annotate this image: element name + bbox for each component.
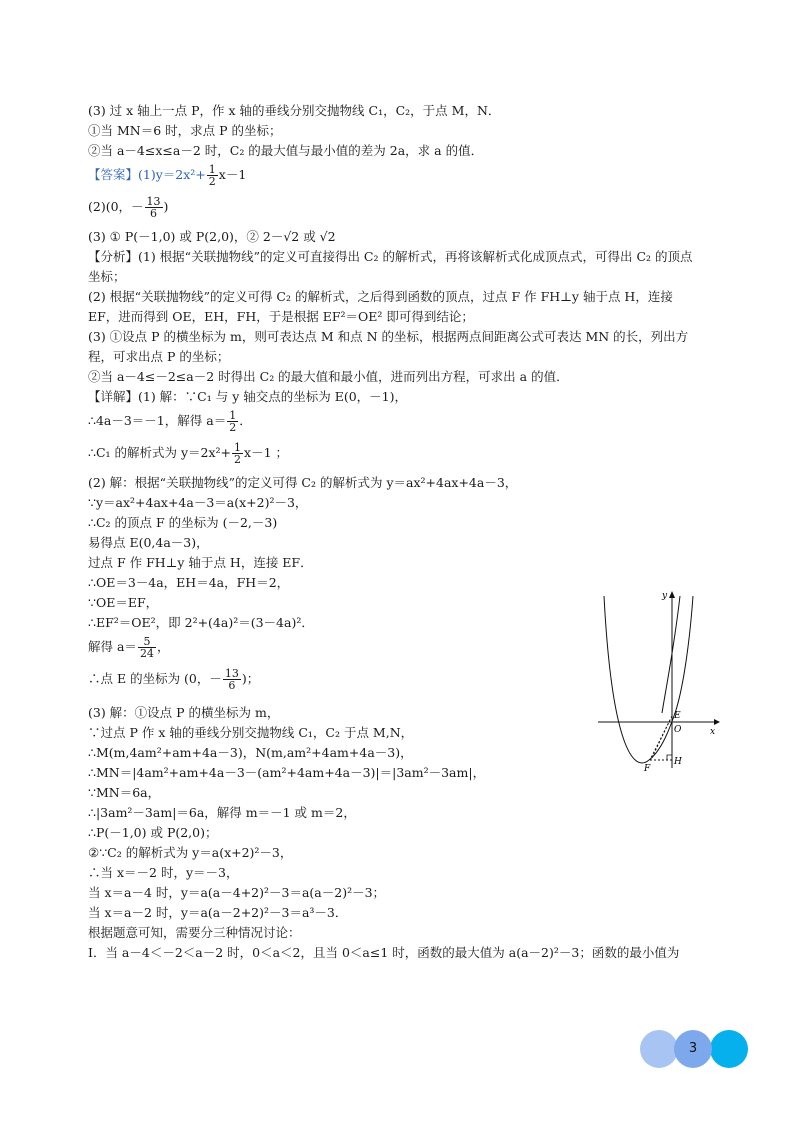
detail-2h: ∴EF²＝OE²，即 2²+(4a)²＝(3－4a)²． (88, 615, 314, 630)
detail-2j: ∴点 E 的坐标为 (0，－ $\frac{13}{6}$ )； (88, 667, 260, 692)
detail-2b: ∵y＝ax²+4ax+4a－3＝a(x+2)²－3， (88, 495, 308, 510)
detail-3f: ∴|3am²－3am|＝6a，解得 m＝－1 或 m＝2， (88, 805, 356, 820)
fraction: $\frac{13}{6}$ (224, 667, 239, 692)
detail-2e: 过点 F 作 FH⊥y 轴于点 H，连接 EF． (88, 555, 313, 570)
detail-1c: ∴C₁ 的解析式为 y＝2x²+ $\frac{1}{2}$ x－1 ； (88, 441, 289, 466)
label-h: H (674, 757, 682, 767)
analysis-1b: 坐标； (88, 269, 126, 284)
x-axis-arrow (714, 719, 720, 725)
detail-3i: ∴当 x＝－2 时，y＝－3， (88, 865, 239, 880)
detail-3m: Ⅰ．当 a－4＜－2＜a－2 时，0＜a＜2，且当 0＜a≤1 时，函数的最大值为 a(a－2)²－3；函数的最小值为 (88, 945, 680, 960)
detail-2d: 易得点 E(0,4a－3)， (88, 535, 209, 550)
detail-3h: ②∵C₂ 的解析式为 y＝a(x+2)²－3， (88, 845, 293, 860)
label-o: O (674, 725, 682, 735)
question-part-3-2: ②当 a－4≤x≤a－2 时，C₂ 的最大值与最小值的差为 2a，求 a 的值． (88, 143, 484, 158)
detail-1: 【详解】(1) 解：∵C₁ 与 y 轴交点的坐标为 E(0，－1)， (88, 389, 407, 404)
detail-3k: 当 x＝a－2 时，y＝a(a－2+2)²－3＝a³－3． (88, 905, 348, 920)
right-angle-mark (667, 755, 672, 760)
analysis-3c: ②当 a－4≤－2≤a－2 时得出 C₂ 的最大值和最小值，进而列出方程，可求出 a 的值． (88, 369, 569, 384)
question-part-3: (3) 过 x 轴上一点 P，作 x 轴的垂线分别交抛物线 C₁，C₂，于点 M，N． (88, 103, 501, 118)
badge-circle-left (640, 1030, 678, 1068)
detail-3g: ∴P(－1,0) 或 P(2,0)； (88, 825, 218, 840)
analysis-3b: 程，可求出点 P 的坐标； (88, 349, 230, 364)
fraction: $\frac{5}{24}$ (139, 635, 154, 660)
detail-3c: ∴M(m,4am²+am+4a－3)，N(m,am²+4am+4a－3)， (88, 745, 413, 760)
detail-2: (2) 解：根据“关联抛物线”的定义可得 C₂ 的解析式为 y＝ax²+4ax+4a－3， (88, 475, 518, 490)
detail-3: (3) 解：①设点 P 的横坐标为 m， (88, 705, 280, 720)
detail-3d: ∴MN＝|4am²+am+4a－3－(am²+4am+4a－3)|＝|3am²－3am|， (88, 765, 486, 780)
detail-2g: ∵OE＝EF， (88, 595, 159, 610)
detail-3e: ∵MN＝6a， (88, 785, 161, 800)
question-part-3-1: ①当 MN＝6 时，求点 P 的坐标； (88, 123, 282, 138)
page-number-badge (640, 1030, 750, 1070)
fraction: $\frac{13}{6}$ (146, 195, 161, 220)
fraction: $\frac{1}{2}$ (229, 409, 237, 434)
fraction: $\frac{1}{2}$ (208, 163, 216, 188)
y-axis-arrow (669, 591, 675, 598)
parabola-c2 (604, 596, 693, 763)
detail-3l: 根据题意可知，需要分三种情况讨论： (88, 925, 301, 940)
detail-3j: 当 x＝a－4 时，y＝a(a－4+2)²－3＝a(a－2)²－3； (88, 885, 386, 900)
answer-3: (3) ① P(－1,0) 或 P(2,0)，② 2－√2 或 √2 (88, 229, 336, 244)
detail-3b: ∵过点 P 作 x 轴的垂线分别交抛物线 C₁，C₂ 于点 M,N， (88, 725, 414, 740)
label-y: y (662, 591, 668, 601)
detail-2f: ∴OE＝3－4a，EH＝4a，FH＝2， (88, 575, 290, 590)
parabola-figure (594, 588, 724, 773)
detail-2c: ∴C₂ 的顶点 F 的坐标为 (－2,－3) (88, 515, 278, 530)
analysis-1: 【分析】(1) 根据“关联抛物线”的定义可直接得出 C₂ 的解析式，再将该解析式化成顶点式，可得出 C₂ 的顶点 (88, 249, 693, 264)
page-number: 3 (688, 1041, 698, 1056)
badge-circle-right (710, 1030, 748, 1068)
detail-2i: 解得 a＝ $\frac{5}{24}$ ， (88, 635, 170, 660)
answer-text: 【答案】(1)y＝2x²+ (88, 167, 206, 182)
label-f: F (644, 764, 651, 773)
fraction: $\frac{1}{2}$ (234, 441, 242, 466)
label-x: x (710, 727, 716, 737)
label-e: E (674, 711, 681, 721)
analysis-2b: EF，进而得到 OE，EH，FH，于是根据 EF²＝OE² 即可得到结论； (88, 309, 474, 324)
answer-1: 【答案】(1)y＝2x²+ $\frac{1}{2}$ x－1 (88, 163, 247, 188)
answer-2: (2)(0，－ $\frac{13}{6}$ ) (88, 195, 169, 220)
analysis-3: (3) ①设点 P 的横坐标为 m，则可表达点 M 和点 N 的坐标，根据两点间距离公式可表达 MN 的长，列出方 (88, 329, 689, 344)
detail-1b: ∴4a－3＝－1，解得 a＝ $\frac{1}{2}$ ． (88, 409, 252, 434)
analysis-2: (2) 根据“关联抛物线”的定义可得 C₂ 的解析式，之后得到函数的顶点，过点 F 作 FH⊥y 轴于点 H，连接 (88, 289, 673, 304)
